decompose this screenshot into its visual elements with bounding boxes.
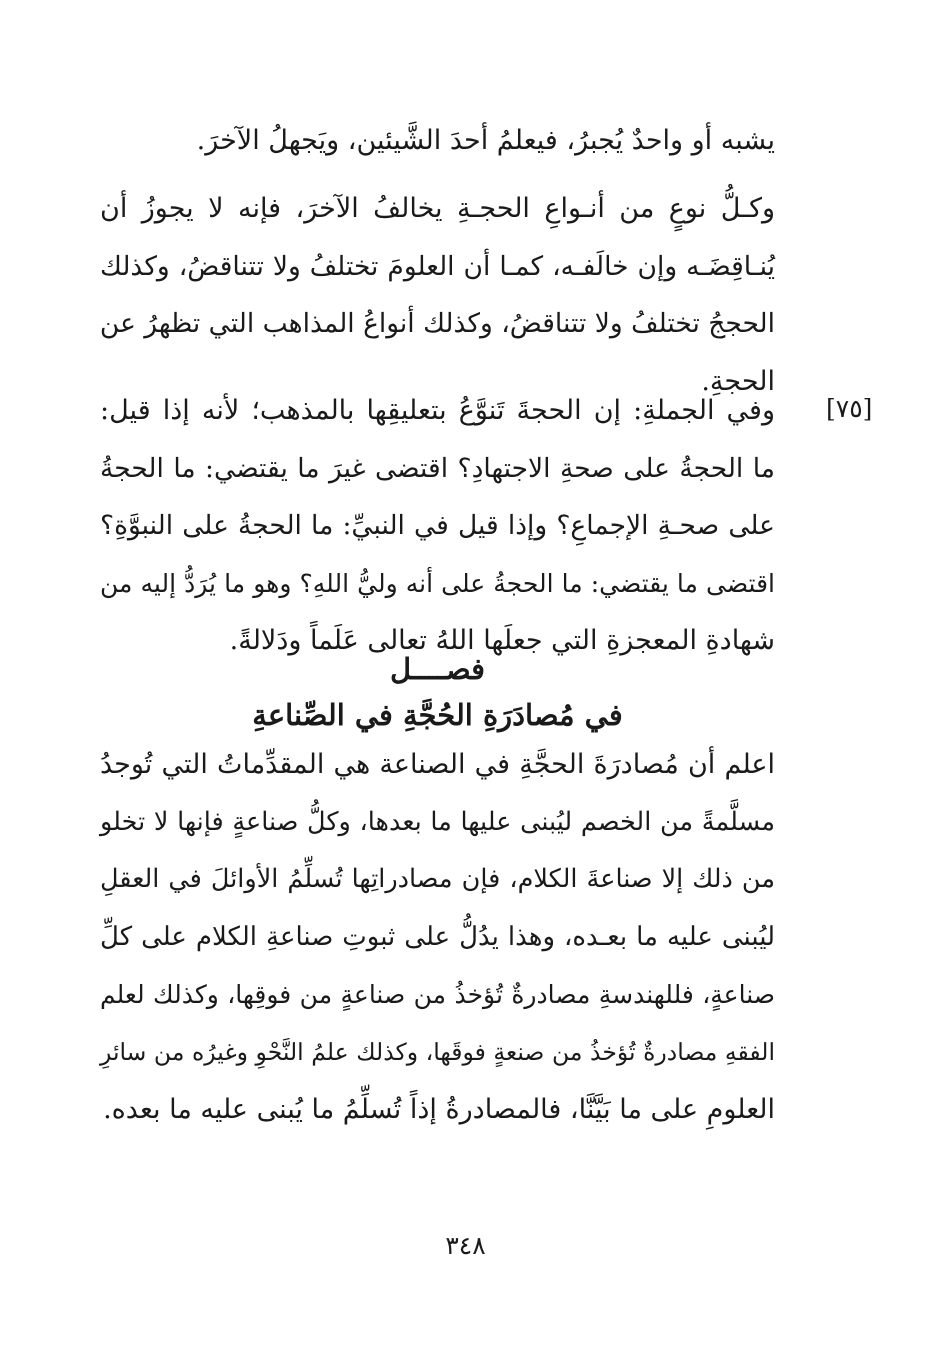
- text-line: مسلَّمةً من الخصم ليُبنى عليها ما بعدها، وكلُّ صناعةٍ فإنها لا تخلو: [100, 806, 775, 837]
- page-number: ٣٤٨: [445, 1231, 486, 1260]
- text-line: ليُبنى عليه ما بعـده، وهذا يدُلُّ على ثبوتِ صناعةِ الكلام على كلِّ: [100, 921, 775, 952]
- text-line: وفي الجملةِ: إن الحجةَ تَنوَّعُ بتعليقِها بالمذهب؛ لأنه إذا قيل:: [100, 395, 775, 426]
- text-line: الحجةِ.: [701, 365, 775, 397]
- paragraph-1: [100, 112, 775, 170]
- text-line: اقتضى ما يقتضي: ما الحجةُ على أنه وليُّ اللهِ؟ وهو ما يُرَدُّ إليه من: [100, 568, 775, 598]
- paragraph-3: [100, 382, 775, 670]
- text-line: يُنـاقِضَـه وإن خالَفـه، كمـا أن العلومَ تختلفُ ولا تتناقضُ، وكذلك: [100, 250, 775, 282]
- text-line: على صحـةِ الإجماعِ؟ وإذا قيل في النبيِّ: ما الحجةُ على النبوَّةِ؟: [100, 510, 775, 541]
- text-line: العلومِ على ما بَيَّنَّا، فالمصادرةُ إذاً تُسلِّمُ ما يُبنى عليه ما بعده.: [103, 1094, 775, 1125]
- text-line: اعلم أن مُصادرَةَ الحجَّةِ في الصناعة هي المقدِّماتُ التي تُوجدُ: [100, 749, 775, 780]
- section-heading: فصــــل: [390, 652, 485, 686]
- text-line: وكـلُّ نوعٍ من أنـواعِ الحجـةِ يخالفُ الآخرَ، فإنه لا يجوزُ أن: [100, 193, 775, 224]
- text-line: ما الحجةُ على صحةِ الاجتهادِ؟ اقتضى غيرَ ما يقتضي: ما الحجةُ: [100, 452, 775, 484]
- text-line: من ذلك إلا صناعةَ الكلام، فإن مصادراتِها تُسلِّمُ الأوائلَ في العقلِ: [100, 864, 775, 894]
- text-line: الفقهِ مصادرةٌ تُؤخذُ من صنعةٍ فوقَها، وكذلك علمُ النَّحْوِ وغيرُه من سائرِ: [100, 1037, 775, 1066]
- section-subheading: في مُصادَرَةِ الحُجَّةِ في الصِّناعةِ: [252, 698, 623, 732]
- text-line: صناعةٍ، فللهندسةِ مصادرةٌ تُؤخذُ من صناعةٍ من فوقِها، وكذلك لعلم: [100, 980, 775, 1009]
- paragraph-4: [100, 736, 775, 1139]
- paragraph-2: [100, 180, 775, 410]
- margin-section-marker: [٧٥]: [826, 394, 873, 423]
- text-line: شهادةِ المعجزةِ التي جعلَها اللهُ تعالى عَلَماً ودَلالةً.: [229, 625, 775, 656]
- text-line: الحججُ تختلفُ ولا تتناقضُ، وكذلك أنواعُ المذاهب التي تظهرُ عن: [99, 308, 775, 339]
- text-line: يشبه أو واحدٌ يُجبرُ، فيعلمُ أحدَ الشَّيئين، ويَجهلُ الآخرَ.: [196, 125, 775, 156]
